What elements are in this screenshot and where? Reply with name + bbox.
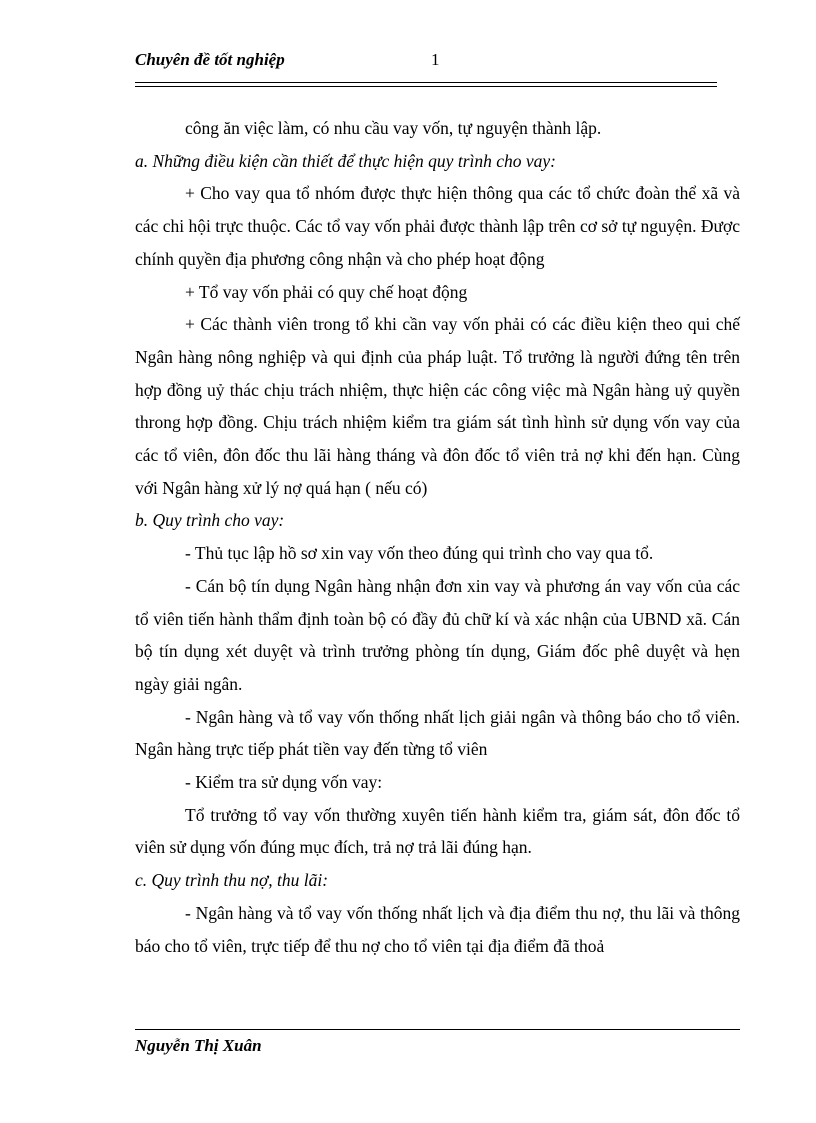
section-heading-b: b. Quy trình cho vay: bbox=[135, 510, 285, 531]
page-header bbox=[135, 48, 717, 72]
document-body bbox=[135, 112, 740, 962]
paragraph-disbursement: - Ngân hàng và tổ vay vốn thống nhất lịch giải ngân và thông báo cho tổ viên. Ngân hàng trực tiếp phát tiền vay đến từng tổ viên bbox=[135, 706, 740, 760]
paragraph-collection: - Ngân hàng và tổ vay vốn thống nhất lịch và địa điểm thu nợ, thu lãi và thông báo cho tổ viên, trực tiếp để thu nợ cho tổ viên tại địa điểm đã thoả bbox=[135, 902, 740, 956]
header-divider bbox=[135, 82, 717, 87]
paragraph-supervision: Tổ trưởng tổ vay vốn thường xuyên tiến hành kiểm tra, giám sát, đôn đốc tổ viên sử dụng vốn đúng mục đích, trả nợ trả lãi đúng hạn. bbox=[135, 804, 740, 858]
paragraph-application: - Thủ tục lập hồ sơ xin vay vốn theo đúng qui trình cho vay qua tổ. bbox=[185, 543, 654, 564]
paragraph-group-lending: + Cho vay qua tổ nhóm được thực hiện thông qua các tổ chức đoàn thể xã và các chi hội trực thuộc. Các tổ vay vốn phải được thành lập trên cơ sở tự nguyện. Được chính quyền địa phương công nhận và cho phép hoạt động bbox=[135, 183, 740, 269]
paragraph-appraisal: - Cán bộ tín dụng Ngân hàng nhận đơn xin vay và phương án vay vốn của các tổ viên tiến hành thẩm định toàn bộ có đầy đủ chữ kí và xác nhận của UBND xã. Cán bộ tín dụng xét duyệt và trình trưởng phòng tín dụng, Giám đốc phê duyệt và hẹn ngày giải ngân. bbox=[135, 575, 740, 694]
footer-divider bbox=[135, 1029, 740, 1030]
paragraph-continuation: công ăn việc làm, có nhu cầu vay vốn, tự nguyện thành lập. bbox=[185, 118, 602, 138]
document-title: Chuyên đề tốt nghiệp bbox=[135, 50, 285, 69]
paragraph-regulations: + Tổ vay vốn phải có quy chế hoạt động bbox=[185, 281, 468, 302]
paragraph-usage-check: - Kiểm tra sử dụng vốn vay: bbox=[185, 772, 383, 793]
paragraph-member-conditions: + Các thành viên trong tổ khi cần vay vốn phải có các điều kiện theo qui chế Ngân hàng nông nghiệp và qui định của pháp luật. Tổ trưởng là người đứng tên trên hợp đồng uỷ thác chịu trách nhiệm, thực hiện các công việc mà Ngân hàng uỷ quyền throng hợp đồng. Chịu trách nhiệm kiểm tra giám sát tình hình sử dụng vốn vay của các tổ viên, đôn đốc thu lãi hàng tháng và đôn đốc tổ viên trả nợ khi đến hạn. Cùng với Ngân hàng xử lý nợ quá hạn ( nếu có) bbox=[135, 314, 740, 498]
page-number: 1 bbox=[431, 50, 440, 69]
section-heading-a: a. Những điều kiện cần thiết để thực hiện quy trình cho vay: bbox=[135, 150, 556, 171]
section-heading-c: c. Quy trình thu nợ, thu lãi: bbox=[135, 870, 329, 891]
author-name: Nguyễn Thị Xuân bbox=[135, 1036, 262, 1055]
